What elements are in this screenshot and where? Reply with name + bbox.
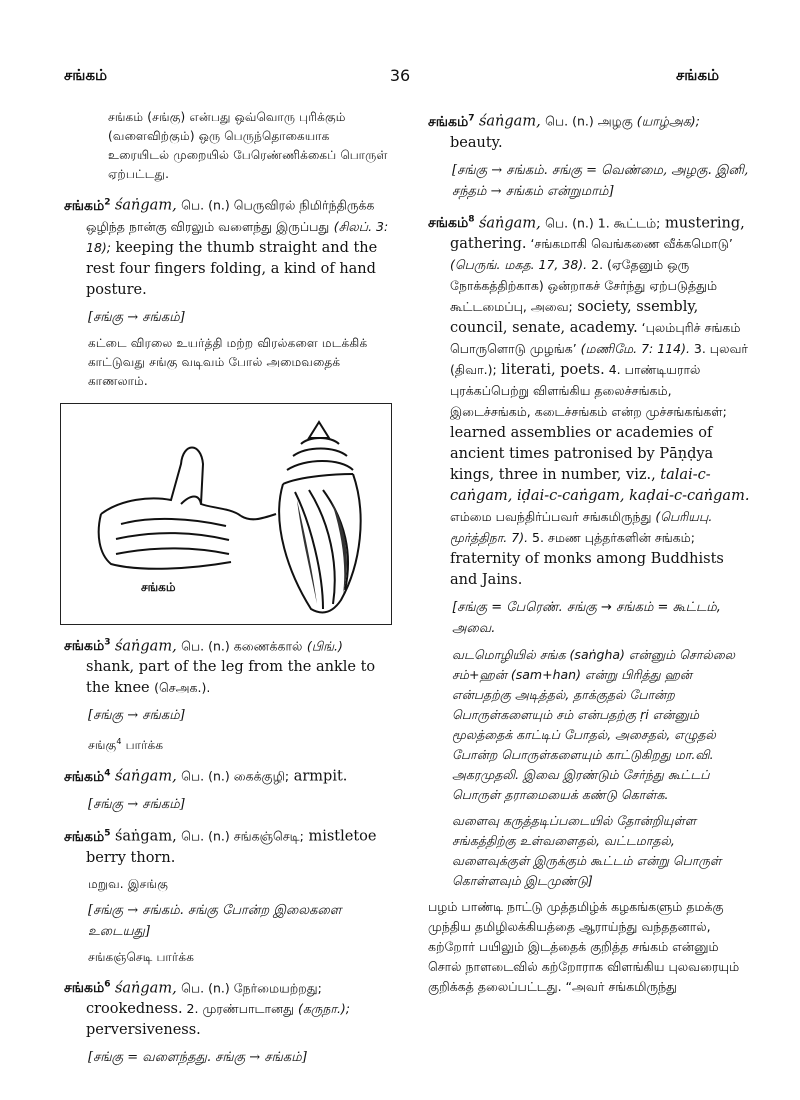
running-head-right: சங்கம் [676,66,720,84]
citation: (கருநா.); [293,1001,351,1017]
sense-3: 3. புலவர் (திவா.); [450,341,748,378]
headword: சங்கம்$^8$ [428,214,475,232]
english-definition: armpit. [289,768,348,785]
conch-hand-illustration [60,403,392,625]
english-definition: beauty. [450,134,503,151]
right-column [428,108,753,997]
commentary-paragraph: பழம் பாண்டி நாட்டு முத்தமிழ்க் கழகங்களும் தமக்கு முந்திய தமிழிலக்கியத்தை ஆராய்ந்து வந்ததனால், கற்றோர் பயிலும் இடத்தைக் குறித்த சங்கம் என்னும் சொல் நாளடைவில் கற்றோராக விளங்கிய புலவரையும் குறிக்கத் தலைப்பட்டது. “அவர் சங்கமிருந்து [428,899,740,995]
synonym: மறுவ. இசங்கு [88,876,169,891]
headword: சங்கம்$^3$ [64,637,111,655]
tamil-definition: பெ. (n.) கணைக்கால் [181,638,303,654]
english-definition: fraternity of monks among Buddhists and Jains. [450,551,724,589]
citation: (சிலப். 3: 18); [86,218,389,255]
sense-4: 4. பாண்டியரால் புரக்கப்பெற்று விளங்கிய தலைச்சங்கம், இடைச்சங்கம், கடைச்சங்கம் என்ற முச்சங்கங்கள்; [450,362,727,420]
etymology: [சங்கு → சங்கம்] [88,796,185,812]
entry-sangam-5 [64,823,394,869]
cross-reference: சங்கஞ்செடி பார்க்க [88,949,195,964]
romanization: śaṅgam, [478,113,541,130]
romanization: śaṅgam, [114,828,177,845]
entry-sangam-6 [64,975,394,1042]
entry-sangam-2 [64,192,394,301]
etymology: [சங்கு → சங்கம்] [88,708,185,724]
figure-caption: சங்கம் [141,579,176,594]
romanized-terms: talai-c-caṅgam, iḍai-c-caṅgam, kaḍai-c-caṅgam. [450,467,750,505]
sense-2: 2. (ஏதேனும் ஒரு நோக்கத்திற்காக) ஒன்றாகச் சேர்ந்து ஏற்படுத்தும் கூட்டமைப்பு, அவை; [450,257,718,315]
tamil-definition: பெ. (n.) அழகு [545,113,633,129]
citation: (பெரியபு. மூர்த்திநா. 7). [450,509,713,546]
quotation: எம்மை பவந்திர்ப்பவர் சங்கமிருந்து [450,509,652,525]
sense-5: 5. சமண புத்தர்களின் சங்கம்; [528,530,695,546]
citation: (பெருங். மகத. 17, 38). [450,257,588,273]
english-definition: society, ssembly, council, senate, academy. [450,299,699,337]
citation: (செஅக.). [154,680,211,696]
part-of-speech: பெ. (n.) [545,215,594,231]
hand-and-conch-drawing [61,404,391,624]
english-definition: mistletoe berry thorn. [86,828,377,866]
english-definition: perversiveness. [86,1022,201,1039]
citation: (யாழ்அக); [632,113,700,129]
sense-1: 1. கூட்டம்; [593,215,661,231]
english-definition: mustering, gathering. [450,215,745,253]
english-definition: shank, part of the leg from the ankle to the knee [86,659,376,697]
headword: சங்கம்$^2$ [64,197,111,214]
entry-sangam-4 [64,763,394,788]
english-definition: crookedness. [86,1001,183,1018]
etymology: [சங்கு → சங்கம். சங்கு போன்ற இலைகளை உடையது] [88,902,342,939]
entry-sangam-3 [64,633,394,700]
entry-sangam-8 [428,210,753,592]
running-head-left: சங்கம் [64,66,108,84]
citation: (மணிமே. 7: 114). [576,341,690,357]
quotation: ‘சங்கமாகி வெங்கணை வீக்கமொடு’ [526,236,733,252]
romanization: śaṅgam, [114,197,177,214]
romanization: śaṅgam, [114,980,177,997]
etymology-note: வடமொழியில் சங்க (saṅgha) என்னும் சொல்லை சம்+ஹன் (sam+han) என்று பிரித்து ஹன் என்பதற்கு அடித்தல், தாக்குதல் போன்ற பொருள்களையும் சம் என்பதற்கு ṛi என்னும் மூலத்தைக் காட்டிப் போதல், அசைதல், எழுதல் போன்ற பொருள்களையும் காட்டுகிறது மா.வி. அகரமுதலி. இவை இரண்டும் சேர்ந்து கூட்டப் பொருள் தராமையைக் கண்டு கொள்க. [452,647,736,803]
english-definition: literati, poets. [496,362,605,379]
etymology: [சங்கு = வளைந்தது. சங்கு → சங்கம்] [88,1050,307,1066]
citation: (பிங்.) [306,638,343,654]
romanization: śaṅgam, [114,768,177,785]
etymology: [சங்கு → சங்கம்] [88,309,185,325]
headword: சங்கம்$^6$ [64,979,111,997]
headword: சங்கம்$^7$ [428,113,475,130]
tamil-definition: பெ. (n.) பெருவிரல் நிமிர்ந்திருக்க ஒழிந்த நான்கு விரலும் வளைந்து இருப்பது [86,197,375,234]
note: கட்டை விரலை உயர்த்தி மற்ற விரல்களை மடக்கிக் காட்டுவது சங்கு வடிவம் போல் அமைவதைக் காணலாம். [88,335,368,388]
page-number: 36 [389,66,411,85]
etymology-note: வளைவு கருத்தடிப்படையில் தோன்றியுள்ள சங்கத்திற்கு உள்வளைதல், வட்டமாதல், வளைவுக்குள் இருக்கும் கூட்டம் என்று பொருள் கொள்ளவும் இடமுண்டு] [452,813,722,889]
tamil-definition: பெ. (n.) கைக்குழி; [181,768,290,784]
tamil-definition: பெ. (n.) சங்கஞ்செடி; [181,828,304,844]
headword: சங்கம்$^5$ [64,827,111,845]
english-definition: keeping the thumb straight and the rest four fingers folding, a kind of hand posture. [86,239,378,298]
entry-sangam-7 [428,108,753,154]
left-column [64,108,394,1068]
quotation: ‘புலம்புரிச் சங்கம் பொருளொடு முழங்க’ [450,320,741,357]
romanization: śaṅgam, [114,638,177,655]
etymology: [சங்கு → சங்கம். சங்கு = வெண்மை, அழகு. இனி, சந்தம் → சங்கம் என்றுமாம்] [452,162,749,199]
english-definition: learned assemblies or academies of ancient times patronised by Pāṇḍya kings, three in number, viz., [450,425,714,484]
headword: சங்கம்$^4$ [64,768,111,785]
romanization: śaṅgam, [478,215,541,232]
tamil-definition: பெ. (n.) நேர்மையற்றது; [181,980,322,996]
etymology: [சங்கு = பேரெண். சங்கு → சங்கம் = கூட்டம், அவை. [452,600,721,637]
cross-reference: சங்கு$^4$ பார்க்க [88,737,164,753]
tamil-definition: 2. முரண்பாடானது [182,1001,294,1017]
entry-1-continuation: சங்கம் (சங்கு) என்பது ஒவ்வொரு புரிக்கும் (வளைவிற்கும்) ஒரு பெருந்தொகையாக உரையிடல் முறையில் பேரெண்ணிக்கைப் பொருள் ஏற்பட்டது. [108,110,388,181]
